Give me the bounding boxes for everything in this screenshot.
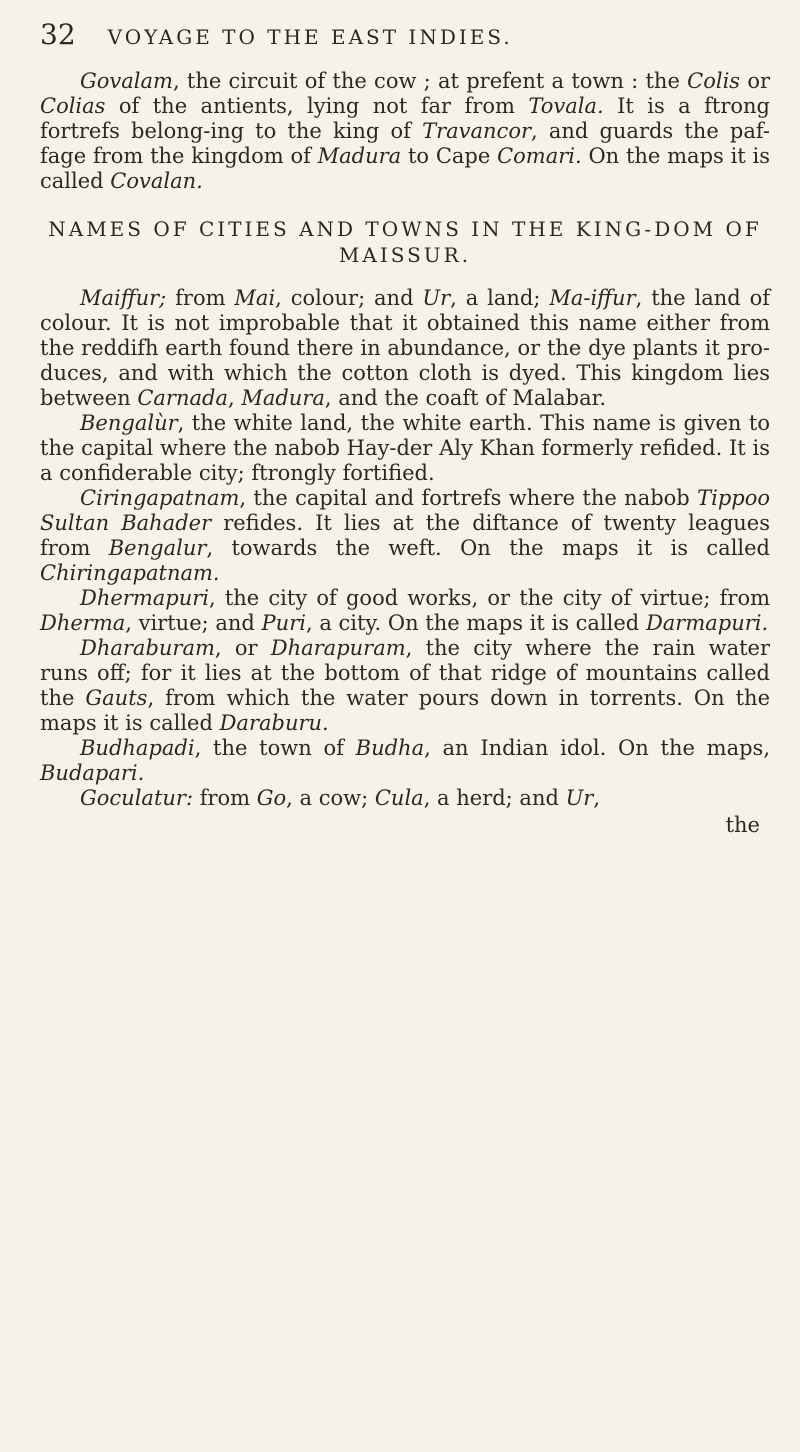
catchword: the xyxy=(725,813,760,837)
page-number: 32 xyxy=(40,18,76,51)
italic-term: Comari. xyxy=(497,144,582,168)
intro-paragraph xyxy=(40,69,770,194)
text-run: , colour; and xyxy=(275,286,423,310)
italic-term: Madura xyxy=(241,386,325,410)
italic-term: Tovala. xyxy=(528,94,604,118)
italic-term: Carnada xyxy=(137,386,228,410)
text-run: , the city of good works, or the city of virtue; from xyxy=(208,586,770,610)
italic-term: Mai xyxy=(234,286,276,310)
text-run: from xyxy=(193,786,257,810)
entry-budhapadi xyxy=(40,736,770,786)
text-run: refides. It lies at the diftance of twenty leagues from xyxy=(40,511,771,560)
italic-term: Dherma xyxy=(40,611,126,635)
text-run: On the maps it is called xyxy=(40,144,770,193)
text-run: , or xyxy=(214,636,271,660)
italic-term: Dharaburam xyxy=(80,636,215,660)
italic-term: Cula xyxy=(374,786,424,810)
entry-dhermapuri xyxy=(40,586,770,636)
italic-term: Ur xyxy=(422,286,451,310)
italic-term: Budha xyxy=(355,736,425,760)
text-run: , a cow; xyxy=(286,786,375,810)
text-run: , a city. On the maps it is called xyxy=(305,611,646,635)
text-run: to Cape xyxy=(401,144,498,168)
text-run: , the land of colour. It is not improbable that it obtained this name either from the reddifh earth found there in abundance, or the dye plants it pro-duces, and with which the cotton cloth is dyed. This kingdom lies between xyxy=(40,286,770,410)
text-run: , xyxy=(227,386,242,410)
section-heading: NAMES OF CITIES AND TOWNS IN THE KING-DOM OF MAISSUR. xyxy=(48,217,762,267)
italic-term: Gauts xyxy=(85,686,148,710)
text-run: , the city where the rain water runs off; for it lies at the bottom of that ridge of mountains called the xyxy=(40,636,770,710)
italic-term: Dhermapuri xyxy=(80,586,209,610)
italic-term: Ciringapatnam xyxy=(80,486,240,510)
italic-term: Dharapuram xyxy=(270,636,406,660)
italic-term: Goculatur: xyxy=(80,786,194,810)
italic-term: Bengalur xyxy=(108,536,207,560)
text-run: , the white land, the white earth. This name is given to the capital where the nabob Hay-der Aly Khan formerly refided. It is a confiderable city; ftrongly fortified. xyxy=(40,411,770,485)
italic-term: Darmapuri. xyxy=(645,611,769,635)
italic-term: Ur xyxy=(565,786,594,810)
text-run: , from which the water pours down in torrents. On the maps it is called xyxy=(40,686,770,735)
italic-term: Govalam xyxy=(80,69,173,93)
italic-term: Budapari. xyxy=(40,761,145,785)
book-page xyxy=(40,18,770,838)
italic-term: Bengalùr xyxy=(80,411,178,435)
text-run: , the town of xyxy=(194,736,356,760)
italic-term: Tippoo Sultan Bahader xyxy=(40,486,770,535)
entry-goculatur xyxy=(40,786,770,811)
text-run: or xyxy=(740,69,770,93)
running-title: VOYAGE TO THE EAST INDIES. xyxy=(107,25,513,49)
italic-term: Chiringapatnam. xyxy=(40,561,220,585)
italic-term: Covalan. xyxy=(110,169,203,193)
entry-bengalur xyxy=(40,411,770,486)
text-run: from xyxy=(166,286,235,310)
italic-term: Travancor xyxy=(422,119,531,143)
text-run: , virtue; and xyxy=(125,611,262,635)
text-run: , a herd; and xyxy=(423,786,566,810)
entry-dharaburam xyxy=(40,636,770,736)
text-run: It is a ftrong fortrefs belong-ing to the king of xyxy=(40,94,770,143)
running-head xyxy=(40,18,770,51)
text-run: of the antients, lying not far from xyxy=(105,94,529,118)
italic-term: Go xyxy=(256,786,287,810)
entries-list xyxy=(40,286,770,811)
text-run: , the circuit of the cow ; at prefent a town : the xyxy=(172,69,688,93)
text-run: , and guards the paf-fage from the kingdom of xyxy=(40,119,770,168)
italic-term: Colis xyxy=(687,69,741,93)
italic-term: Ma-iffur xyxy=(549,286,636,310)
text-run: , a land; xyxy=(450,286,550,310)
text-run: , the capital and fortrefs where the nabob xyxy=(239,486,698,510)
text-run: , towards the weft. On the maps it is called xyxy=(206,536,770,560)
italic-term: Madura xyxy=(317,144,402,168)
italic-term: Colias xyxy=(40,94,106,118)
text-run: , xyxy=(593,786,601,810)
italic-term: Maiffur; xyxy=(80,286,167,310)
italic-term: Daraburu. xyxy=(219,711,329,735)
entry-ciringapatnam xyxy=(40,486,770,586)
italic-term: Budhapadi xyxy=(80,736,195,760)
entry-maissur xyxy=(40,286,770,411)
text-run: , an Indian idol. On the maps, xyxy=(424,736,771,760)
italic-term: Puri xyxy=(261,611,306,635)
text-run: , and the coaft of Malabar. xyxy=(324,386,607,410)
